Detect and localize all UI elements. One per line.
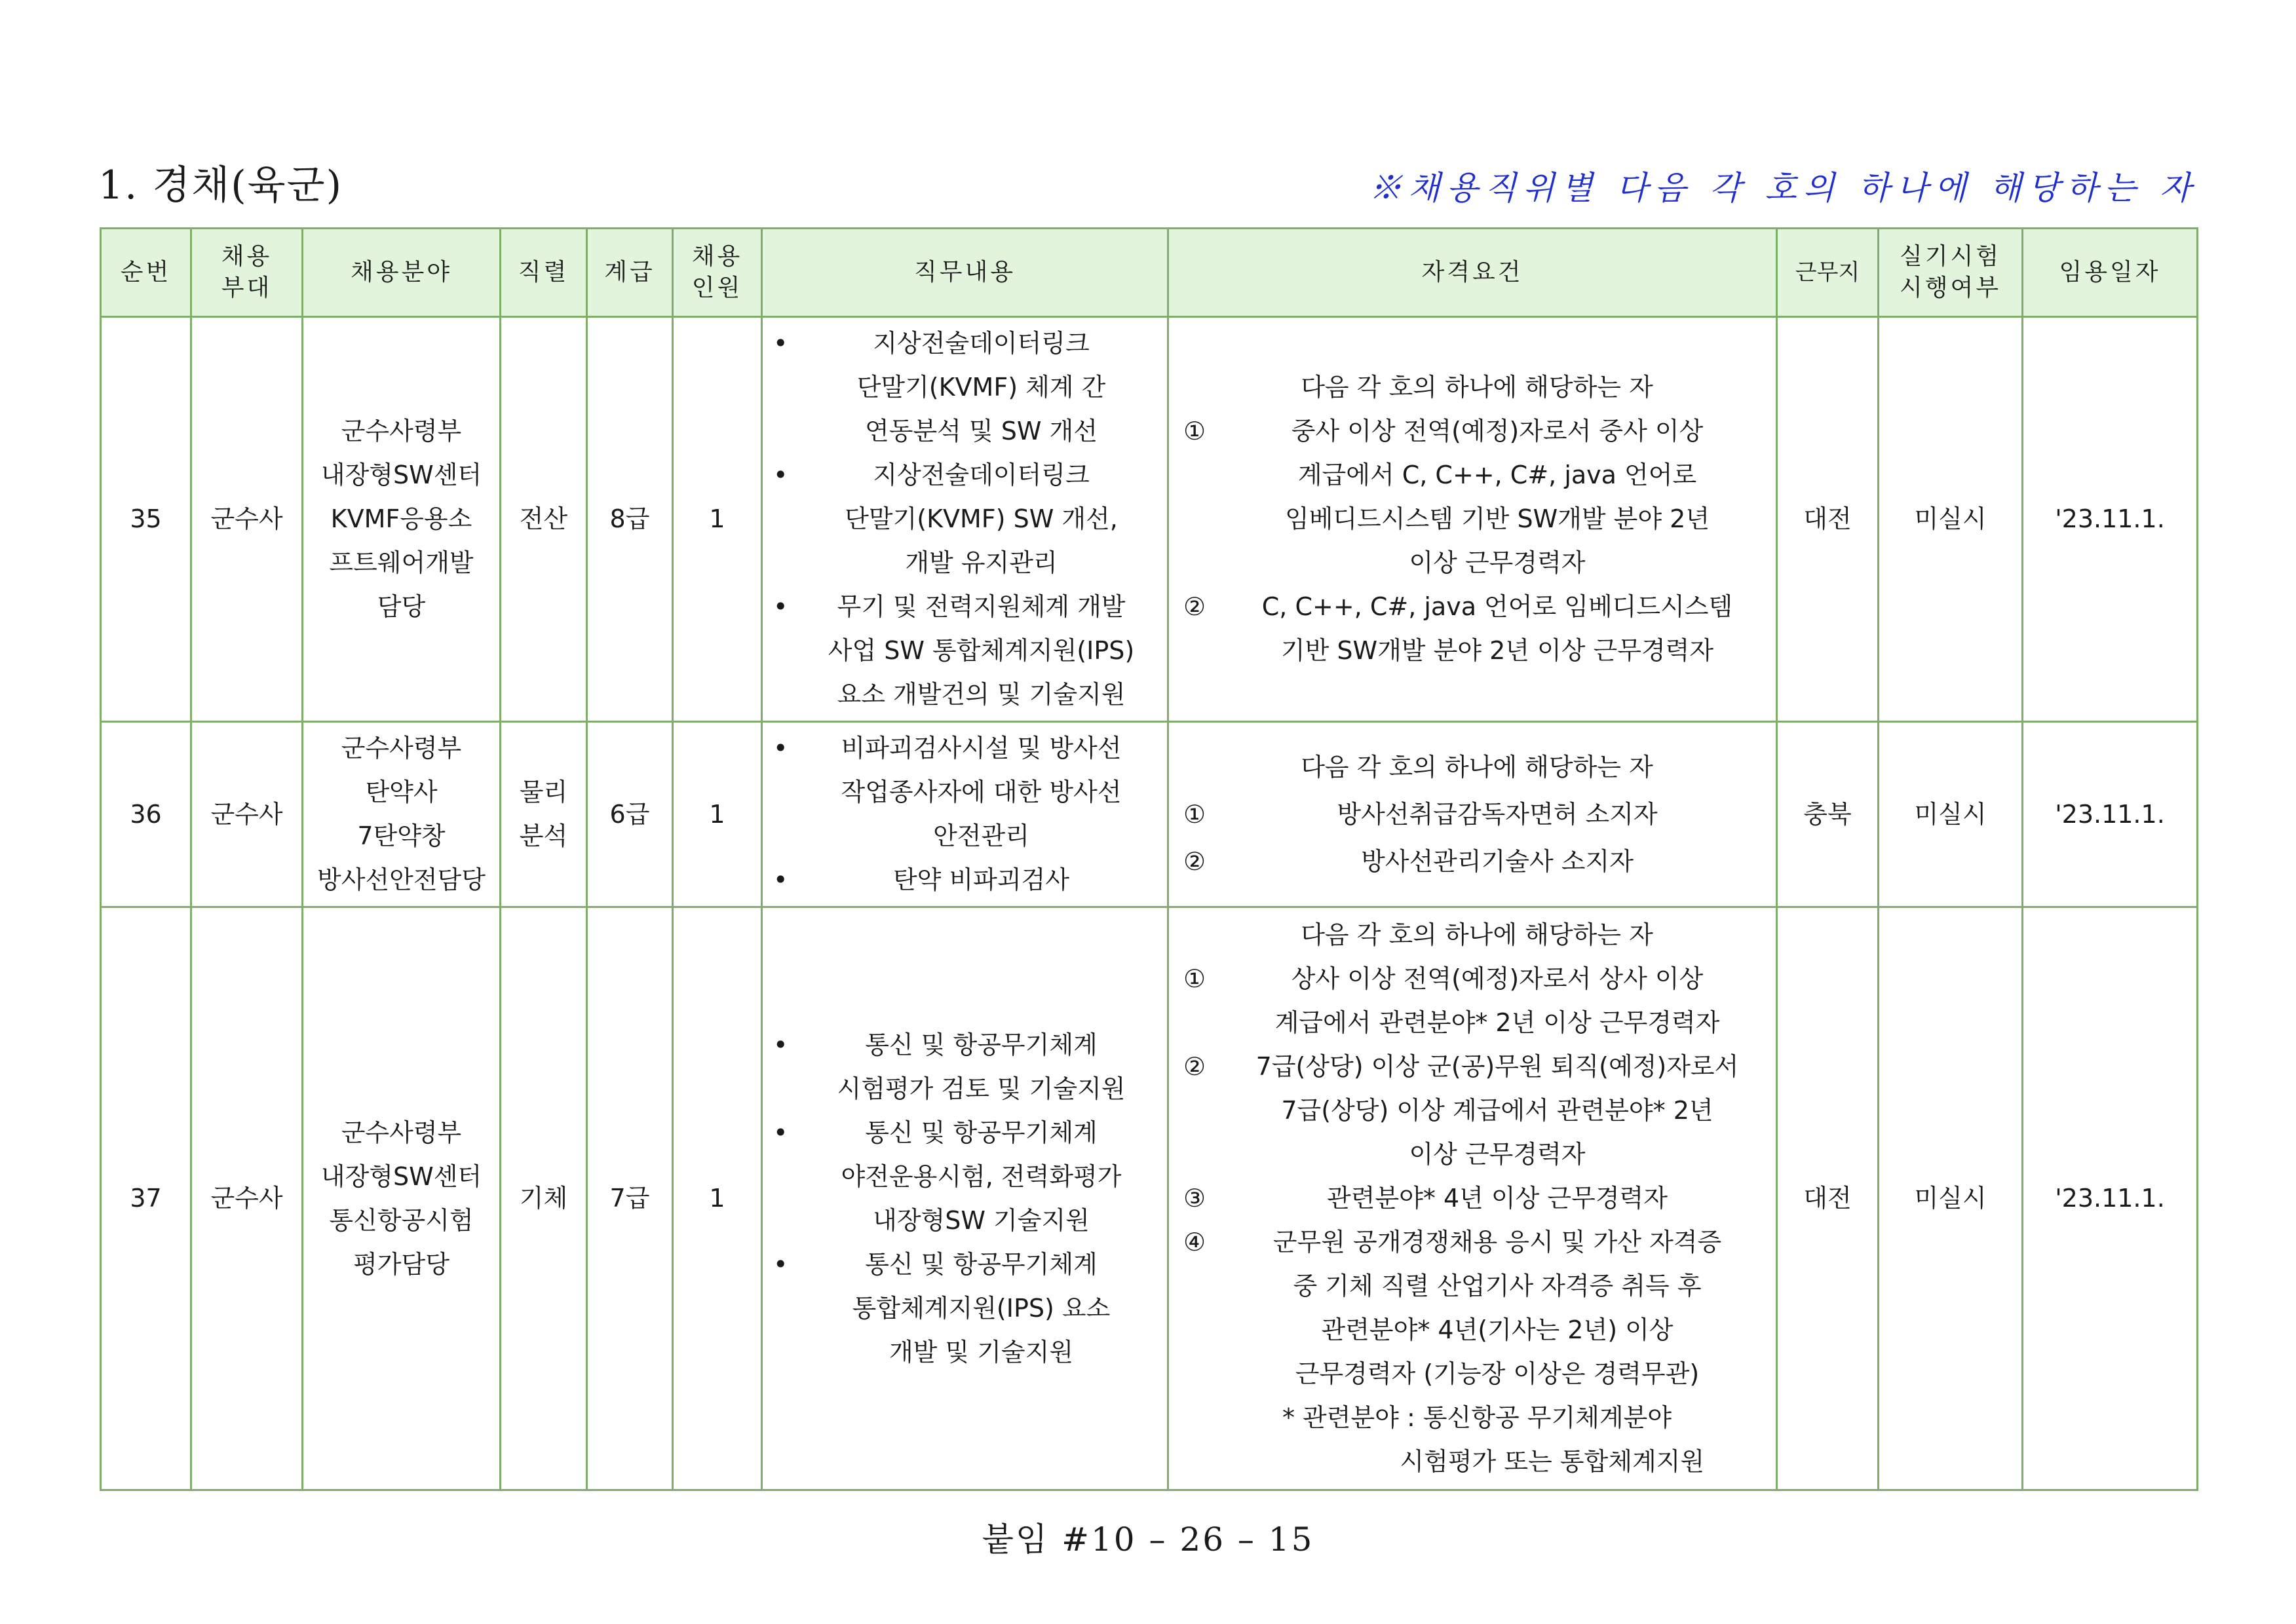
row-no: 36 — [101, 722, 191, 907]
qualification-text: 관련분야* 4년 이상 근무경력자 — [1327, 1184, 1668, 1213]
duty-item: • 통신 및 항공무기체계 통합체계지원(IPS) 요소 개발 및 기술지원 — [773, 1243, 1162, 1374]
row-field: 군수사령부 내장형SW센터 KVMF응용소 프트웨어개발 담당 — [303, 317, 501, 722]
eligibility-note: ※채용직위별 다음 각 호의 하나에 해당하는 자 — [1369, 169, 2198, 207]
row-count: 1 — [673, 317, 762, 722]
qualification-item — [1183, 409, 1770, 585]
page-title: 1. 경채(육군) — [98, 162, 343, 208]
table-row — [101, 722, 2198, 907]
row-unit: 군수사 — [191, 317, 303, 722]
qualification-mark: ① — [1183, 964, 1206, 993]
qualification-text: 상사 이상 전역(예정)자로서 상사 이상 계급에서 관련분야* 2년 이상 근무경력자 — [1274, 964, 1720, 1037]
row-series: 물리 분석 — [501, 722, 587, 907]
row-field: 군수사령부 탄약사 7탄약창 방사선안전담당 — [303, 722, 501, 907]
duty-item: • 무기 및 전력지원체계 개발 사업 SW 통합체계지원(IPS) 요소 개발건의 및 기술지원 — [773, 585, 1162, 717]
duty-item: • 통신 및 항공무기체계 야전운용시험, 전력화평가 내장형SW 기술지원 — [773, 1111, 1162, 1243]
qualification-mark: ② — [1183, 1052, 1206, 1081]
recruitment-table — [100, 227, 2198, 1491]
header-location: 근무지 — [1777, 229, 1879, 317]
qualification-item — [1183, 791, 1770, 838]
header-row — [101, 229, 2198, 317]
header-unit: 채용 부대 — [191, 229, 303, 317]
row-duty — [762, 317, 1168, 722]
qualification-text: 중사 이상 전역(예정)자로서 중사 이상 계급에서 C, C++, C#, java 언어로 임베디드시스템 기반 SW개발 분야 2년 이상 근무경력자 — [1284, 417, 1710, 577]
row-duty — [762, 907, 1168, 1490]
qualification-text: 방사선관리기술사 소지자 — [1361, 847, 1634, 876]
header-qualification: 자격요건 — [1168, 229, 1777, 317]
qualification-intro: 다음 각 호의 하나에 해당하는 자 — [1301, 753, 1653, 782]
header-exam: 실기시험 시행여부 — [1879, 229, 2023, 317]
row-qualification — [1168, 907, 1777, 1490]
row-location: 충북 — [1777, 722, 1879, 907]
row-date: '23.11.1. — [2023, 907, 2198, 1490]
qualification-mark: ② — [1183, 847, 1206, 876]
row-field: 군수사령부 내장형SW센터 통신항공시험 평가담당 — [303, 907, 501, 1490]
row-grade: 6급 — [587, 722, 673, 907]
row-exam: 미실시 — [1879, 317, 2023, 722]
duty-item: • 지상전술데이터링크 단말기(KVMF) 체계 간 연동분석 및 SW 개선 — [773, 322, 1162, 453]
qualification-item — [1183, 838, 1770, 885]
row-no: 35 — [101, 317, 191, 722]
header-field: 채용분야 — [303, 229, 501, 317]
qualification-mark: ① — [1183, 800, 1206, 829]
qualification-item — [1183, 1045, 1770, 1177]
duty-item: • 통신 및 항공무기체계 시험평가 검토 및 기술지원 — [773, 1023, 1162, 1111]
row-location: 대전 — [1777, 317, 1879, 722]
row-duty — [762, 722, 1168, 907]
qualification-intro: 다음 각 호의 하나에 해당하는 자 — [1301, 373, 1653, 402]
table-row — [101, 907, 2198, 1490]
qualification-item — [1183, 1177, 1770, 1220]
header-grade: 계급 — [587, 229, 673, 317]
header-date: 임용일자 — [2023, 229, 2198, 317]
row-exam: 미실시 — [1879, 722, 2023, 907]
qualification-mark: ③ — [1183, 1184, 1206, 1213]
qualification-text: 군무원 공개경쟁채용 응시 및 가산 자격증 중 기체 직렬 산업기사 자격증 취득 후 관련분야* 4년(기사는 2년) 이상 근무경력자 (기능장 이상은 경력무관) — [1272, 1228, 1722, 1388]
qualification-mark: ① — [1183, 417, 1206, 445]
row-series: 기체 — [501, 907, 587, 1490]
qualification-intro: 다음 각 호의 하나에 해당하는 자 — [1301, 920, 1653, 949]
row-exam: 미실시 — [1879, 907, 2023, 1490]
duty-item: • 지상전술데이터링크 단말기(KVMF) SW 개선, 개발 유지관리 — [773, 453, 1162, 585]
qualification-text: 7급(상당) 이상 군(공)무원 퇴직(예정)자로서 7급(상당) 이상 계급에서 관련분야* 2년 이상 근무경력자 — [1255, 1052, 1739, 1169]
qualification-footnote: * 관련분야 : 통신항공 무기체계분야 시험평가 또는 통합체계지원 — [1282, 1403, 1705, 1476]
row-unit: 군수사 — [191, 907, 303, 1490]
qualification-item — [1183, 585, 1770, 673]
qualification-item — [1183, 957, 1770, 1045]
row-qualification — [1168, 722, 1777, 907]
qualification-text: 방사선취급감독자면허 소지자 — [1337, 800, 1658, 829]
row-count: 1 — [673, 722, 762, 907]
duty-item: • 탄약 비파괴검사 — [773, 858, 1162, 902]
qualification-text: C, C++, C#, java 언어로 임베디드시스템 기반 SW개발 분야 2년 이상 근무경력자 — [1261, 592, 1733, 665]
header-no: 순번 — [101, 229, 191, 317]
header-series: 직렬 — [501, 229, 587, 317]
row-no: 37 — [101, 907, 191, 1490]
row-date: '23.11.1. — [2023, 317, 2198, 722]
qualification-item — [1183, 1220, 1770, 1396]
row-series: 전산 — [501, 317, 587, 722]
row-unit: 군수사 — [191, 722, 303, 907]
row-location: 대전 — [1777, 907, 1879, 1490]
qualification-mark: ④ — [1183, 1228, 1206, 1256]
row-grade: 8급 — [587, 317, 673, 722]
duty-item: • 비파괴검사시설 및 방사선 작업종사자에 대한 방사선 안전관리 — [773, 727, 1162, 858]
row-count: 1 — [673, 907, 762, 1490]
table-row — [101, 317, 2198, 722]
header-count: 채용 인원 — [673, 229, 762, 317]
qualification-mark: ② — [1183, 592, 1206, 621]
header-duty: 직무내용 — [762, 229, 1168, 317]
row-grade: 7급 — [587, 907, 673, 1490]
page-footer: 붙임 #10 – 26 – 15 — [982, 1520, 1314, 1558]
row-date: '23.11.1. — [2023, 722, 2198, 907]
row-qualification — [1168, 317, 1777, 722]
